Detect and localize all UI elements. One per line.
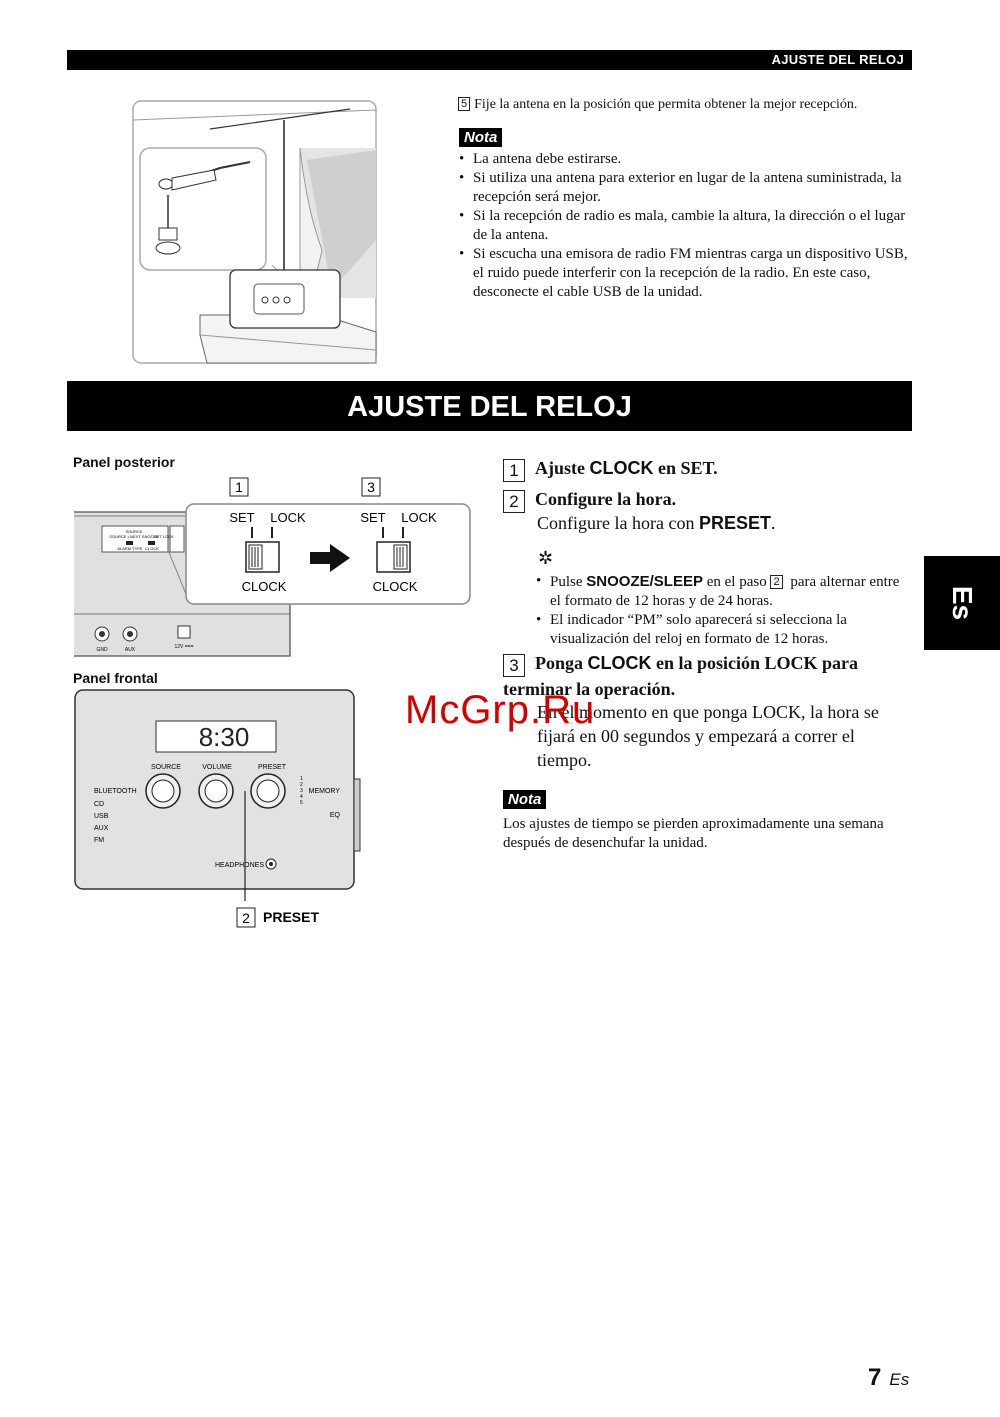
footer-lang: Es bbox=[889, 1370, 910, 1389]
nota-badge-bottom bbox=[503, 790, 546, 809]
step-number: 2 bbox=[503, 490, 525, 513]
step-number: 3 bbox=[503, 654, 525, 677]
antenna-step bbox=[458, 96, 908, 114]
header-bar bbox=[67, 50, 912, 70]
list-item: • La antena debe estirarse. bbox=[459, 150, 909, 169]
step-1 bbox=[503, 456, 718, 482]
headphones-label: HEADPHONES bbox=[214, 862, 264, 869]
rear-dc-label: 12V === bbox=[174, 644, 194, 650]
switch-set-label: SET bbox=[360, 510, 386, 525]
rear-gnd-label: GND bbox=[96, 647, 108, 653]
page-number: 7 bbox=[868, 1364, 882, 1391]
eq-label: EQ bbox=[329, 812, 340, 819]
step-text: Ajuste bbox=[535, 458, 590, 478]
list-item: • Si la recepción de radio es mala, cambie la altura, la dirección o el lugar de la antena. bbox=[459, 207, 909, 245]
step-text: . bbox=[770, 513, 776, 533]
step-text: Ponga bbox=[535, 653, 588, 673]
list-item: • El indicador “PM” solo aparecerá si selecciona la visualización del reloj en formato de 12 horas. bbox=[536, 611, 906, 649]
step-keyword: PRESET bbox=[698, 513, 771, 533]
list-item bbox=[536, 572, 906, 611]
rear-set-lock-label: SET LOCK bbox=[154, 534, 174, 539]
front-panel-figure bbox=[74, 689, 366, 935]
source-label: SOURCE bbox=[151, 764, 181, 771]
step-ref-box: 2 bbox=[770, 575, 782, 589]
step-number-box: 5 bbox=[458, 97, 470, 111]
preset-num: 1 bbox=[300, 776, 303, 782]
preset-callout-label: PRESET bbox=[263, 909, 320, 925]
bluetooth-label: BLUETOOTH bbox=[94, 788, 137, 795]
preset-num: 4 bbox=[300, 794, 303, 800]
antenna-step-text: Fije la antena en la posición que permita obtener la mejor recepción. bbox=[474, 97, 858, 112]
clock-display: 8:30 bbox=[198, 722, 250, 752]
language-tab bbox=[924, 556, 1000, 650]
list-item: • Si escucha una emisora de radio FM mientras carga un dispositivo USB, el ruido puede interferir con la recepción de la radio. En este caso, desconecte el cable USB de la unidad. bbox=[459, 245, 909, 302]
page-title: AJUSTE DEL RELOJ bbox=[67, 381, 912, 431]
nota-text: Los ajustes de tiempo se pierden aproximadamente una semana después de desenchufar la unidad. bbox=[503, 816, 884, 851]
aux-label: AUX bbox=[94, 825, 109, 832]
rear-source-label: SOURCE bbox=[125, 529, 143, 534]
tip-keyword: SNOOZE/SLEEP bbox=[586, 573, 703, 590]
step-text: Configure la hora con bbox=[537, 513, 699, 533]
step-number: 1 bbox=[503, 459, 525, 482]
switch-clock-label: CLOCK bbox=[372, 579, 418, 594]
rear-aux-label: AUX bbox=[124, 647, 136, 653]
memory-label: MEMORY bbox=[308, 788, 340, 795]
step-keyword: CLOCK bbox=[587, 653, 652, 673]
fm-label: FM bbox=[94, 837, 105, 844]
rear-snooze-label: SOURCE • NEXT SNOOZE bbox=[109, 534, 159, 539]
switch-set-label: SET bbox=[229, 510, 255, 525]
usb-label: USB bbox=[94, 813, 109, 820]
nota-badge-top bbox=[459, 128, 502, 147]
preset-num: 3 bbox=[300, 788, 303, 794]
tip-list bbox=[536, 572, 906, 649]
tip-text: Pulse bbox=[550, 574, 587, 590]
tip-icon: ✲ bbox=[538, 548, 554, 568]
preset-label: PRESET bbox=[257, 764, 287, 771]
rear-panel-figure bbox=[74, 476, 474, 666]
tip-text: para alternar entre el formato de 12 horas y de 24 horas. bbox=[550, 574, 900, 609]
preset-num: 5 bbox=[300, 800, 303, 806]
step-text: en SET. bbox=[653, 458, 718, 478]
step-2-body bbox=[537, 511, 775, 535]
step-2 bbox=[503, 487, 676, 513]
callout-3: 3 bbox=[367, 479, 375, 495]
list-item: • Si utiliza una antena para exterior en lugar de la antena suministrada, la recepción será mejor. bbox=[459, 169, 909, 207]
antenna-illustration bbox=[132, 100, 378, 365]
preset-callout-num: 2 bbox=[242, 910, 250, 926]
step-keyword: CLOCK bbox=[589, 458, 654, 478]
language-tab-label: Es bbox=[947, 585, 978, 621]
nota-label: Nota bbox=[503, 790, 546, 809]
callout-1: 1 bbox=[235, 479, 243, 495]
volume-label: VOLUME bbox=[202, 764, 232, 771]
rear-alarm-type-label: ALARM TYPE bbox=[117, 546, 143, 551]
page-footer bbox=[868, 1364, 909, 1392]
switch-clock-label: CLOCK bbox=[241, 579, 287, 594]
cd-label: CD bbox=[94, 801, 105, 808]
switch-lock-label: LOCK bbox=[401, 510, 437, 525]
preset-num: 2 bbox=[300, 782, 303, 788]
step-title: Configure la hora. bbox=[535, 489, 677, 509]
front-panel-label: Panel frontal bbox=[73, 670, 158, 686]
tip-text: en el paso bbox=[702, 574, 771, 590]
switch-lock-label: LOCK bbox=[270, 510, 306, 525]
header-section-title: AJUSTE DEL RELOJ bbox=[771, 52, 904, 67]
step-text: en la posición LOCK para terminar la operación. bbox=[503, 653, 859, 699]
nota-label: Nota bbox=[459, 128, 502, 147]
step-3-body: En el momento en que ponga LOCK, la hora se fijará en 00 segundos y empezará a correr el tiempo. bbox=[537, 702, 879, 770]
antenna-notes-list bbox=[459, 150, 909, 302]
rear-panel-label: Panel posterior bbox=[73, 454, 175, 470]
watermark: McGrp.Ru bbox=[405, 688, 596, 732]
rear-clock-label: CLOCK bbox=[145, 546, 159, 551]
